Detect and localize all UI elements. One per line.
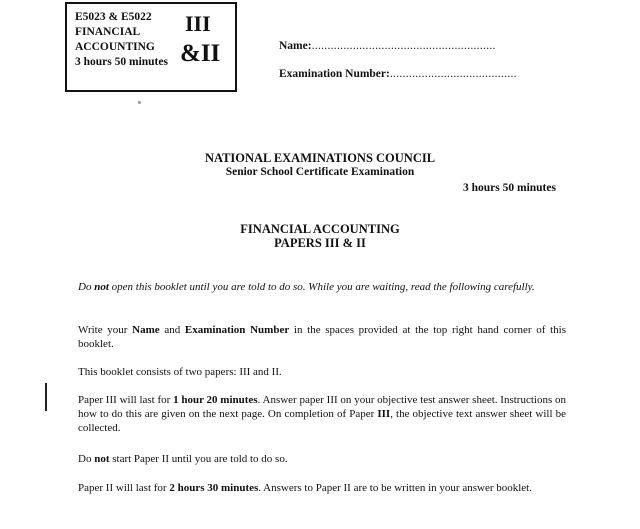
instruction-5: Do not start Paper II until you are told to do so. (78, 453, 288, 465)
subject-line-1: FINANCIAL (75, 26, 141, 38)
box-duration: 3 hours 50 minutes (75, 56, 168, 68)
instruction-1: Do not open this booklet until you are told to do so. While you are waiting, read the following carefully. (78, 281, 535, 293)
paper-code: E5023 & E5022 (75, 11, 152, 23)
paper-number-iii: III (185, 11, 211, 36)
exam-type: Senior School Certificate Examination (225, 166, 415, 178)
exam-number-dots: ........................................ (389, 68, 517, 80)
paper-number-ii: &II (180, 40, 221, 67)
name-dots: .......................................................... (311, 40, 496, 52)
instruction-3: This booklet consists of two papers: III and II. (78, 366, 282, 378)
name-field[interactable] (279, 40, 496, 52)
exam-number-field[interactable] (279, 68, 517, 80)
instruction-6: Paper II will last for 2 hours 30 minutes. Answers to Paper II are to be written in your answer booklet. (78, 482, 532, 494)
instruction-4: Paper III will last for 1 hour 20 minutes. Answer paper III on your objective test answer sheet. Instructions on how to do this are given on the next page. On completion of Paper III, the objective text answer sheet will be collected. (78, 394, 567, 434)
subject-line-2: ACCOUNTING (75, 41, 155, 53)
papers-title: PAPERS III & II (274, 236, 366, 250)
subject-title: FINANCIAL ACCOUNTING (240, 222, 400, 236)
paper-code-lines (75, 10, 168, 70)
exam-duration: 3 hours 50 minutes (463, 182, 556, 194)
name-label: Name: (279, 40, 312, 52)
margin-mark (45, 383, 47, 411)
scan-speck (138, 101, 141, 104)
council-name: NATIONAL EXAMINATIONS COUNCIL (204, 151, 436, 165)
exam-number-label: Examination Number: (279, 68, 390, 80)
instruction-2: Write your Name and Examination Number in the spaces provided at the top right hand corner of this booklet. (78, 324, 567, 350)
paper-code-box (65, 2, 237, 92)
